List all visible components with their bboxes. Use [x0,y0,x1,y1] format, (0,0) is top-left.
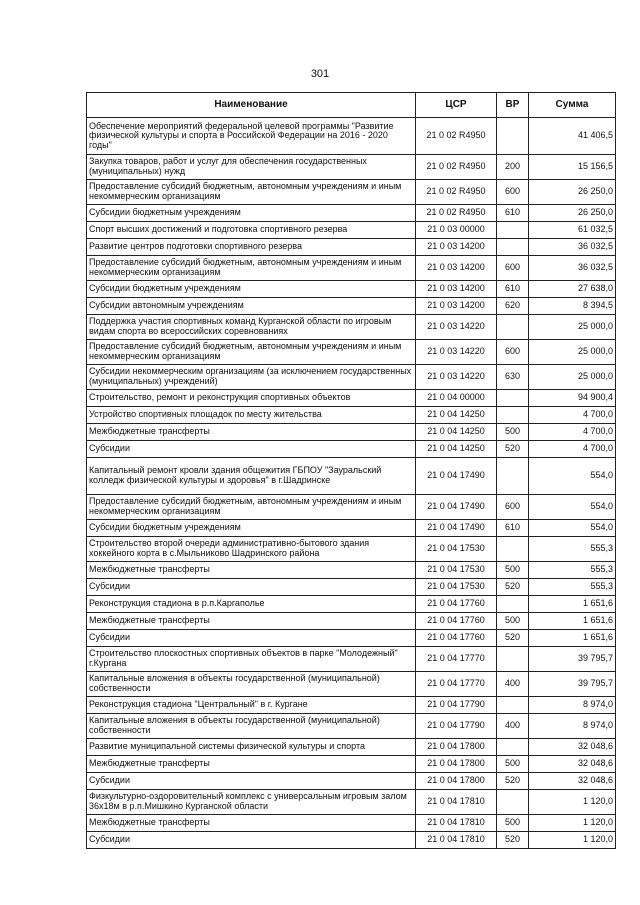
cell-name: Субсидии бюджетным учреждениям [87,205,416,222]
cell-vr: 520 [497,630,529,647]
cell-name: Устройство спортивных площадок по месту жительства [87,407,416,424]
cell-vr [497,596,529,613]
table-row [87,458,616,495]
table-row [87,315,616,340]
cell-csr: 21 0 04 17770 [416,672,497,697]
cell-name: Физкультурно-оздоровительный комплекс с универсальным игровым залом 36х18м в р.п.Мишкино Курганской области [87,790,416,815]
table-row [87,520,616,537]
table-row [87,697,616,714]
cell-vr: 600 [497,495,529,520]
cell-vr: 500 [497,562,529,579]
cell-vr: 400 [497,714,529,739]
cell-sum: 554,0 [529,520,616,537]
table-row [87,205,616,222]
table-row [87,441,616,458]
cell-name: Капитальные вложения в объекты государственной (муниципальной) собственности [87,714,416,739]
cell-sum: 1 651,6 [529,613,616,630]
cell-name: Субсидии [87,630,416,647]
cell-vr [497,647,529,672]
table-row [87,239,616,256]
cell-sum: 8 394,5 [529,298,616,315]
cell-csr: 21 0 04 17800 [416,756,497,773]
cell-csr: 21 0 03 14220 [416,315,497,340]
cell-vr: 500 [497,613,529,630]
cell-csr: 21 0 04 17760 [416,630,497,647]
cell-sum: 8 974,0 [529,697,616,714]
table-row [87,222,616,239]
table-row [87,647,616,672]
header-csr: ЦСР [416,93,497,118]
cell-name: Реконструкция стадиона "Центральный" в г. Кургане [87,697,416,714]
cell-csr: 21 0 02 R4950 [416,118,497,155]
cell-name: Развитие центров подготовки спортивного резерва [87,239,416,256]
cell-csr: 21 0 04 17810 [416,815,497,832]
cell-vr: 600 [497,256,529,281]
cell-sum: 41 406,5 [529,118,616,155]
cell-vr: 520 [497,832,529,849]
cell-sum: 555,3 [529,562,616,579]
cell-sum: 8 974,0 [529,714,616,739]
cell-sum: 1 120,0 [529,790,616,815]
cell-csr: 21 0 03 14200 [416,239,497,256]
cell-name: Строительство плоскостных спортивных объектов в парке "Молодежный" г.Кургана [87,647,416,672]
cell-sum: 25 000,0 [529,315,616,340]
cell-csr: 21 0 04 17790 [416,714,497,739]
cell-csr: 21 0 03 14200 [416,298,497,315]
cell-sum: 4 700,0 [529,407,616,424]
cell-csr: 21 0 04 17800 [416,739,497,756]
cell-name: Реконструкция стадиона в р.п.Каргаполье [87,596,416,613]
cell-vr [497,407,529,424]
cell-vr: 400 [497,672,529,697]
cell-sum: 1 651,6 [529,596,616,613]
cell-csr: 21 0 04 14250 [416,407,497,424]
cell-sum: 32 048,6 [529,756,616,773]
cell-vr [497,118,529,155]
cell-csr: 21 0 04 17790 [416,697,497,714]
cell-csr: 21 0 04 17530 [416,562,497,579]
table-row [87,613,616,630]
cell-name: Субсидии [87,832,416,849]
cell-csr: 21 0 04 17760 [416,596,497,613]
table-body [87,118,616,849]
table-row [87,340,616,365]
cell-vr [497,537,529,562]
cell-sum: 26 250,0 [529,205,616,222]
cell-name: Субсидии некоммерческим организациям (за исключением государственных (муниципальных) учреждений) [87,365,416,390]
cell-vr: 610 [497,520,529,537]
cell-name: Межбюджетные трансферты [87,756,416,773]
cell-vr: 600 [497,180,529,205]
cell-csr: 21 0 04 17530 [416,579,497,596]
header-name: Наименование [87,93,416,118]
cell-name: Поддержка участия спортивных команд Курганской области по игровым видам спорта во всероссийских соревнованиях [87,315,416,340]
cell-name: Субсидии [87,441,416,458]
cell-csr: 21 0 04 17770 [416,647,497,672]
cell-sum: 61 032,5 [529,222,616,239]
cell-sum: 25 000,0 [529,365,616,390]
cell-csr: 21 0 03 00000 [416,222,497,239]
cell-name: Предоставление субсидий бюджетным, автономным учреждениям и иным некоммерческим организациям [87,340,416,365]
header-vr: ВР [497,93,529,118]
cell-name: Закупка товаров, работ и услуг для обеспечения государственных (муниципальных) нужд [87,155,416,180]
table-row [87,118,616,155]
table-row [87,298,616,315]
cell-name: Капитальный ремонт кровли здания общежития ГБПОУ "Зауральский колледж физической культуры и здоровья" в г.Шадринске [87,458,416,495]
table-row [87,815,616,832]
cell-name: Предоставление субсидий бюджетным, автономным учреждениям и иным некоммерческим организациям [87,495,416,520]
cell-sum: 555,3 [529,579,616,596]
cell-name: Строительство, ремонт и реконструкция спортивных объектов [87,390,416,407]
cell-csr: 21 0 02 R4950 [416,180,497,205]
cell-vr: 520 [497,441,529,458]
cell-vr: 200 [497,155,529,180]
cell-name: Субсидии [87,773,416,790]
budget-table [86,92,616,849]
table-row [87,832,616,849]
table-row [87,630,616,647]
cell-sum: 1 120,0 [529,832,616,849]
cell-name: Субсидии бюджетным учреждениям [87,520,416,537]
cell-vr [497,458,529,495]
cell-csr: 21 0 03 14220 [416,340,497,365]
cell-csr: 21 0 02 R4950 [416,155,497,180]
cell-vr: 620 [497,298,529,315]
table-row [87,390,616,407]
cell-vr [497,739,529,756]
table-row [87,365,616,390]
table-row [87,579,616,596]
cell-csr: 21 0 04 17490 [416,495,497,520]
cell-vr: 500 [497,756,529,773]
cell-csr: 21 0 02 R4950 [416,205,497,222]
cell-sum: 26 250,0 [529,180,616,205]
cell-vr [497,390,529,407]
cell-sum: 36 032,5 [529,256,616,281]
cell-vr [497,790,529,815]
cell-vr [497,222,529,239]
cell-csr: 21 0 04 00000 [416,390,497,407]
cell-csr: 21 0 03 14220 [416,365,497,390]
cell-vr: 610 [497,281,529,298]
cell-csr: 21 0 04 14250 [416,441,497,458]
cell-vr: 600 [497,340,529,365]
cell-name: Капитальные вложения в объекты государственной (муниципальной) собственности [87,672,416,697]
table-header-row [87,93,616,118]
cell-vr: 520 [497,773,529,790]
cell-name: Спорт высших достижений и подготовка спортивного резерва [87,222,416,239]
table-row [87,714,616,739]
cell-csr: 21 0 03 14200 [416,281,497,298]
cell-name: Межбюджетные трансферты [87,562,416,579]
cell-vr: 520 [497,579,529,596]
cell-sum: 39 795,7 [529,672,616,697]
cell-vr [497,315,529,340]
cell-sum: 27 638,0 [529,281,616,298]
table-row [87,756,616,773]
cell-sum: 4 700,0 [529,441,616,458]
cell-sum: 4 700,0 [529,424,616,441]
cell-name: Предоставление субсидий бюджетным, автономным учреждениям и иным некоммерческим организациям [87,180,416,205]
cell-sum: 36 032,5 [529,239,616,256]
cell-csr: 21 0 03 14200 [416,256,497,281]
table-row [87,495,616,520]
cell-sum: 554,0 [529,495,616,520]
cell-name: Субсидии бюджетным учреждениям [87,281,416,298]
cell-name: Субсидии автономным учреждениям [87,298,416,315]
cell-sum: 25 000,0 [529,340,616,365]
cell-sum: 32 048,6 [529,773,616,790]
cell-sum: 554,0 [529,458,616,495]
table-row [87,155,616,180]
cell-name: Предоставление субсидий бюджетным, автономным учреждениям и иным некоммерческим организациям [87,256,416,281]
cell-csr: 21 0 04 17530 [416,537,497,562]
table-row [87,596,616,613]
cell-sum: 15 156,5 [529,155,616,180]
cell-name: Межбюджетные трансферты [87,815,416,832]
cell-vr: 500 [497,815,529,832]
table-row [87,672,616,697]
cell-sum: 94 900,4 [529,390,616,407]
table-row [87,256,616,281]
cell-name: Субсидии [87,579,416,596]
cell-sum: 1 120,0 [529,815,616,832]
cell-csr: 21 0 04 14250 [416,424,497,441]
cell-csr: 21 0 04 17490 [416,458,497,495]
table-row [87,537,616,562]
cell-csr: 21 0 04 17760 [416,613,497,630]
cell-vr: 610 [497,205,529,222]
header-sum: Сумма [529,93,616,118]
table-row [87,790,616,815]
table-row [87,281,616,298]
cell-name: Обеспечение мероприятий федеральной целевой программы "Развитие физической культуры и спорта в Российской Федерации на 2016 - 2020 годы" [87,118,416,155]
table-row [87,424,616,441]
table-row [87,739,616,756]
cell-name: Строительство второй очереди административно-бытового здания хоккейного корта в с.Мыльниково Шадринского района [87,537,416,562]
cell-csr: 21 0 04 17810 [416,832,497,849]
cell-name: Развитие муниципальной системы физической культуры и спорта [87,739,416,756]
cell-vr [497,697,529,714]
cell-name: Межбюджетные трансферты [87,613,416,630]
cell-csr: 21 0 04 17490 [416,520,497,537]
cell-sum: 39 795,7 [529,647,616,672]
cell-vr: 630 [497,365,529,390]
cell-name: Межбюджетные трансферты [87,424,416,441]
cell-csr: 21 0 04 17810 [416,790,497,815]
cell-sum: 1 651,6 [529,630,616,647]
table-row [87,773,616,790]
cell-sum: 32 048,6 [529,739,616,756]
table-row [87,562,616,579]
cell-csr: 21 0 04 17800 [416,773,497,790]
page-number: 301 [310,68,330,80]
cell-sum: 555,3 [529,537,616,562]
table-row [87,407,616,424]
cell-vr [497,239,529,256]
table-row [87,180,616,205]
cell-vr: 500 [497,424,529,441]
